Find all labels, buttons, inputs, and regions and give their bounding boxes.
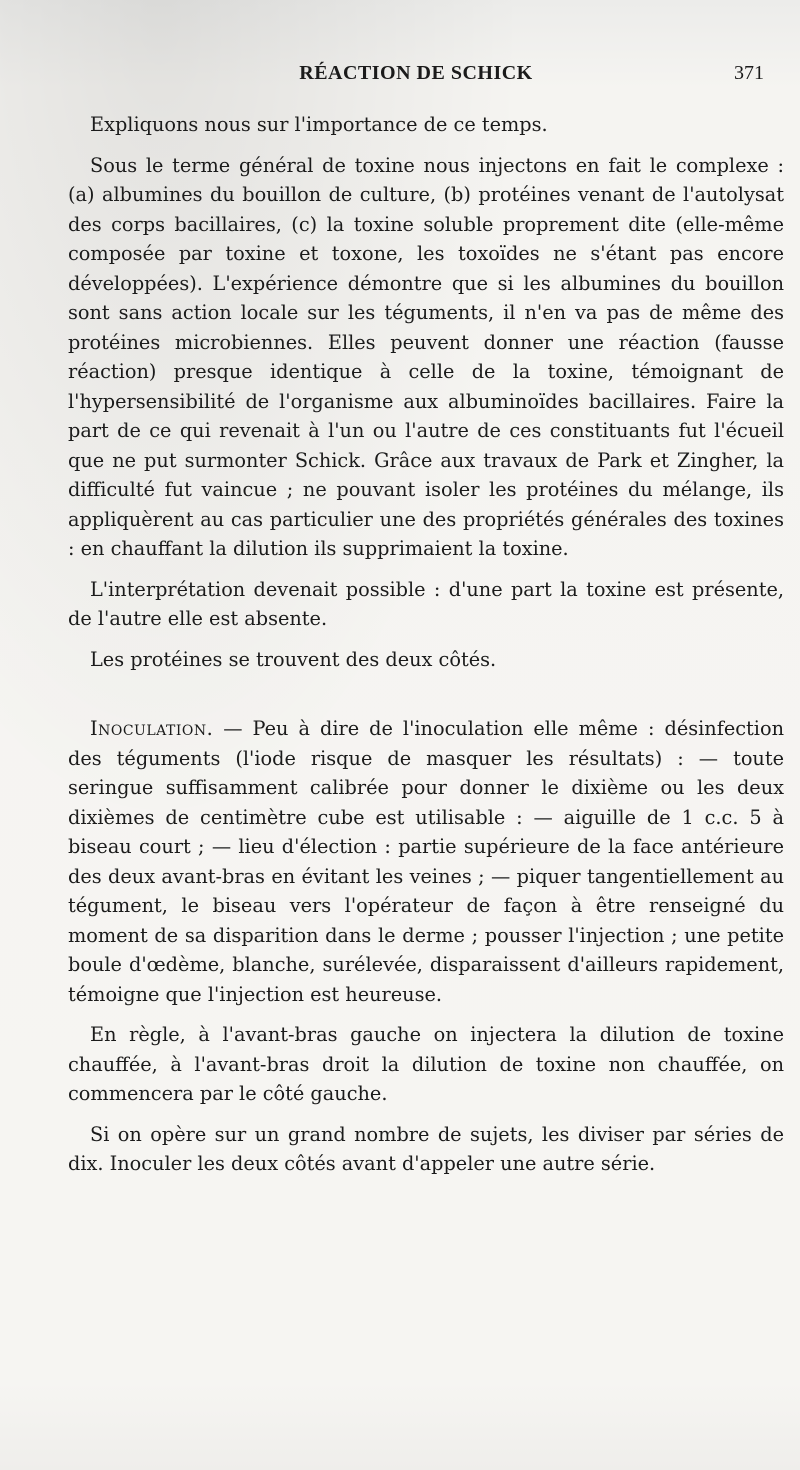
paragraph-regle: En règle, à l'avant-bras gauche on injectera la dilution de toxine chauffée, à l'avant-bras droit la dilution de toxine non chauffée, on commencera par le côté gauche. — [68, 1023, 784, 1105]
paragraph-toxine-complexe: Sous le terme général de toxine nous injectons en fait le complexe : (a) albumines du bouillon de culture, (b) protéines venant de l'autolysat des corps bacillaires, (c) la toxine soluble proprement dite (elle-même composée par toxine et toxone, les toxoïdes ne s'étant pas encore développées). L'expérience démontre que si les albumines du bouillon sont sans action locale sur les téguments, il n'en va pas de même des protéines microbiennes. Elles peuvent donner une réaction (fausse réaction) presque identique à celle de la toxine, témoignant de l'hypersensibilité de l'organisme aux albuminoïdes bacillaires. Faire la part de ce qui revenait à l'un ou l'autre de ces constituants fut l'écueil que ne put surmonter Schick. Grâce aux travaux de Park et Zingher, la difficulté fut vaincue ; ne pouvant isoler les protéines du mélange, ils appliquèrent au cas particulier une des propriétés générales des toxines : en chauffant la dilution ils supprimaient la toxine. — [68, 153, 784, 560]
paragraph-intro: Expliquons nous sur l'importance de ce temps. — [90, 113, 548, 136]
paragraph-inoculation — [68, 714, 784, 1009]
paragraph-proteines: Les protéines se trouvent des deux côtés. — [90, 647, 497, 671]
paragraph-interpretation: L'interprétation devenait possible : d'une part la toxine est présente, de l'autre elle est absente. — [68, 577, 784, 630]
page-body — [68, 110, 784, 1190]
page-number: 371 — [734, 62, 764, 84]
paragraph-series: Si on opère sur un grand nombre de sujets, les diviser par séries de dix. Inoculer les deux côtés avant d'appeler une autre série. — [68, 1122, 784, 1175]
page-header — [68, 62, 764, 92]
inoculation-text: — Peu à dire de l'inoculation elle même : désinfection des téguments (l'iode risque de masquer les résultats) : — toute seringue suffisamment calibrée pour donner le dixième ou les deux dixièmes de centimètre cube est utilisable : — aiguille de 1 c.c. 5 à biseau court ; — lieu d'élection : partie supérieure de la face antérieure des deux avant-bras en évitant les veines ; — piquer tangentiellement au tégument, le biseau vers l'opérateur de façon à être renseigné du moment de sa disparition dans le derme ; pousser l'injection ; une petite boule d'œdème, blanche, surélevée, disparaissent d'ailleurs rapidement, témoigne que l'injection est heureuse. — [68, 717, 784, 1006]
inoculation-heading: Inoculation. — [90, 717, 214, 740]
running-title: RÉACTION DE SCHICK — [299, 62, 533, 84]
